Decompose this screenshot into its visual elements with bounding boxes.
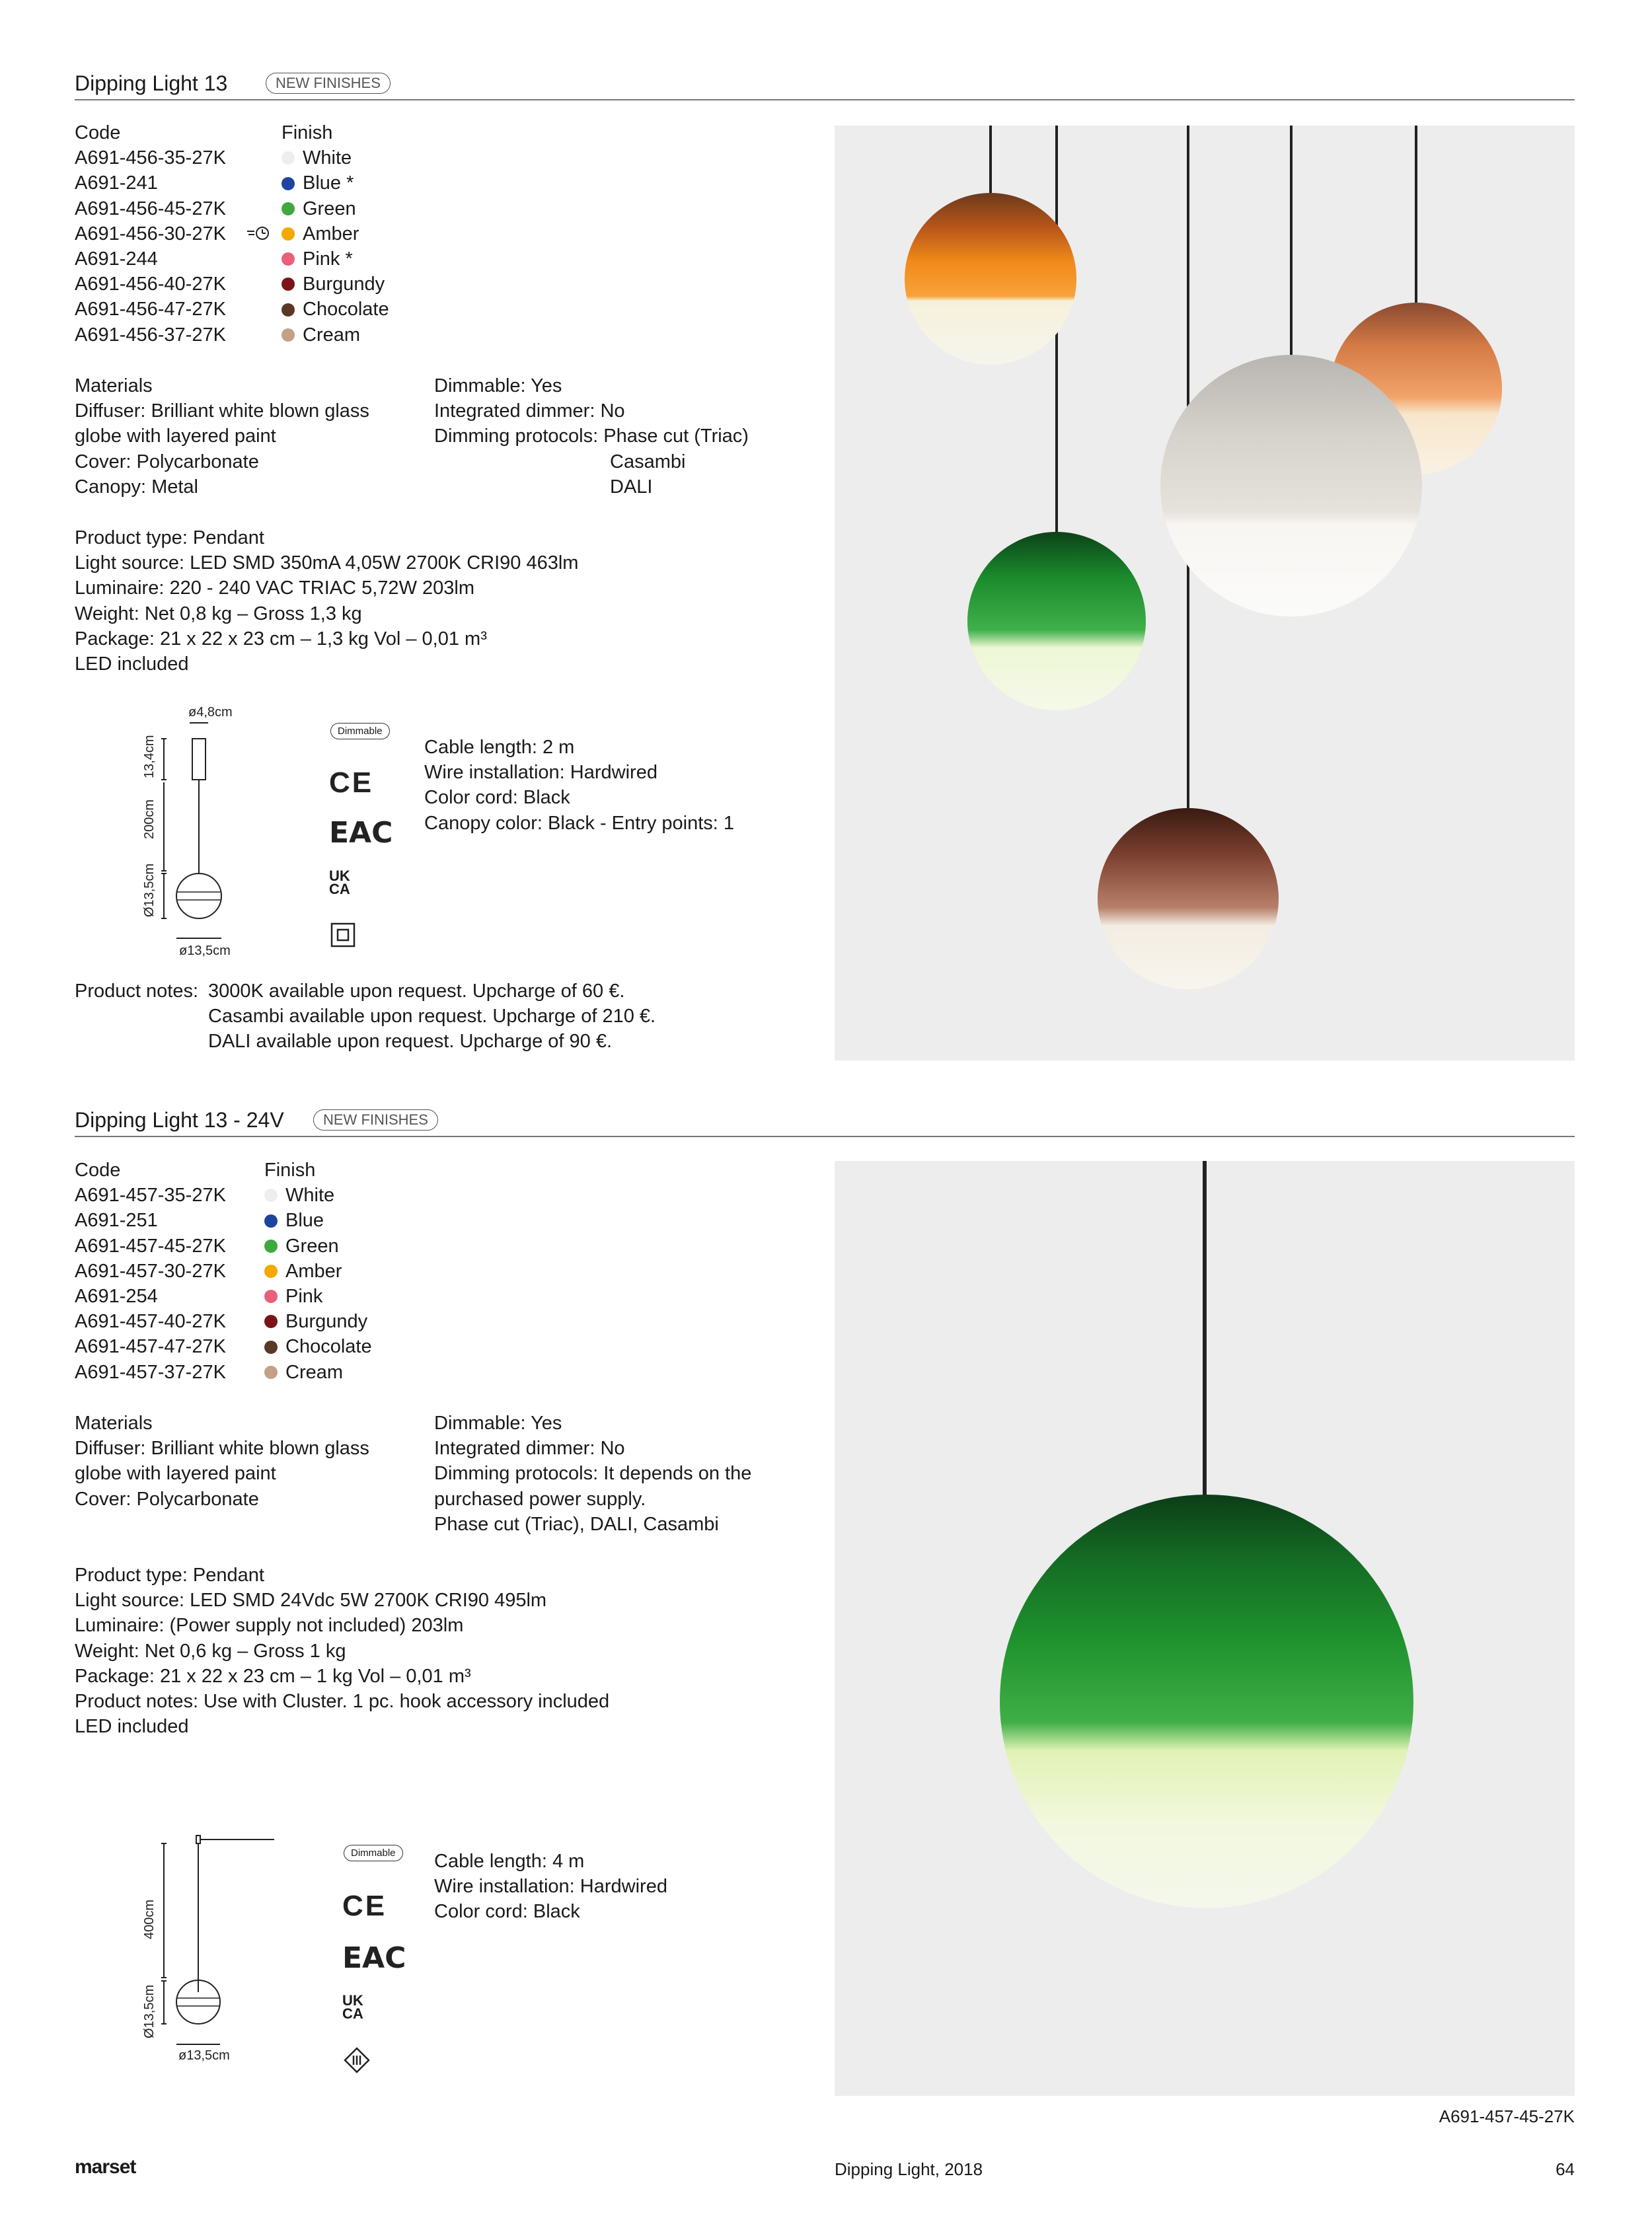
finish-item: Green [282,196,389,221]
ce-mark-icon: CE [329,766,374,799]
finish-item: Burgundy [264,1309,372,1334]
code-item: A691-456-47-27K [75,299,226,320]
finish-item: Blue [264,1208,372,1233]
finish-item: Pink [264,1284,372,1309]
eac-mark-icon: EAC [329,816,393,850]
section1-dimming: Dimmable: Yes Integrated dimmer: No Dimming protocols: Phase cut (Triac) [434,375,749,447]
section2-new-badge: NEW FINISHES [313,1109,438,1131]
section1-rule [75,99,1575,100]
clock-icon [246,225,271,244]
finish-item: Cream [264,1360,372,1385]
code-header: Code [75,1160,121,1181]
code-item: A691-457-35-27K [75,1185,226,1207]
section1-materials: Materials Diffuser: Brilliant white blown glass globe with layered paint Cover: Polycarbonate Canopy: Metal [75,375,369,498]
code-item: A691-456-45-27K [75,198,226,219]
section1-product-photo [835,126,1575,1060]
swatch-dot [282,252,295,266]
class-ii-icon [330,922,356,951]
section2-materials: Materials Diffuser: Brilliant white blown glass globe with layered paint Cover: Polycarbonate [75,1413,369,1510]
swatch-dot [264,1290,278,1303]
section1-title: Dipping Light 13 [75,71,228,95]
section2-specs: Product type: Pendant Light source: LED SMD 24Vdc 5W 2700K CRI90 495lm Luminaire: (Power supply not included) 203lm Weight: Net 0,6 kg – Gross 1 kg Package: 21 x 22 x 23 cm – 1 kg Vol – 0,01 m³ Product notes: Use with Cluster. 1 pc. hook accessory included LED included [75,1565,610,1738]
code-item: A691-457-45-27K [75,1235,226,1257]
code-header: Code [75,122,121,143]
swatch-dot [264,1189,278,1202]
footer-title: Dipping Light, 2018 [835,2159,983,2179]
dim-bottom-label: ø13,5cm [178,2048,230,2063]
finish-item: Amber [282,221,389,246]
dim-height-globe: Ø13,5cm [142,1984,157,2038]
code-item: A691-241 [75,172,158,194]
swatch-dot [282,328,295,342]
section1-notes-label: Product notes: [75,981,198,1002]
swatch-dot [282,177,295,190]
ukca-mark-icon: UK CA [342,1992,363,2022]
swatch-dot [264,1366,278,1379]
photo-caption: A691-457-45-27K [1439,2106,1575,2126]
code-item: A691-457-37-27K [75,1361,226,1383]
eac-mark-icon: EAC [342,1941,406,1975]
page-number: 64 [1556,2159,1575,2179]
swatch-dot [264,1265,278,1278]
swatch-dot [264,1315,278,1328]
finish-item: Burgundy [282,272,389,297]
brand-logo: marset [75,2156,136,2178]
finish-item: Chocolate [282,297,389,322]
dim-top-label: ø4,8cm [188,705,233,720]
ce-mark-icon: CE [342,1890,387,1922]
section2-cable-info: Cable length: 4 m Wire installation: Hardwired Color cord: Black [434,1851,667,1923]
section2-title: Dipping Light 13 - 24V [75,1108,284,1132]
swatch-dot [282,303,295,316]
code-item: A691-457-30-27K [75,1260,226,1282]
dim-height-globe: Ø13,5cm [142,863,157,917]
section1-finish-list [282,120,389,348]
section1-code-list [75,120,226,348]
code-item: A691-457-47-27K [75,1336,226,1358]
code-item: A691-457-40-27K [75,1311,226,1333]
swatch-dot [282,227,295,241]
swatch-dot [264,1214,278,1228]
finish-item: Green [264,1234,372,1259]
swatch-dot [282,151,295,165]
section1-protocols-extra: Casambi DALI [610,451,686,498]
dimmable-badge: Dimmable [344,1845,403,1861]
swatch-dot [264,1240,278,1253]
code-item: A691-456-37-27K [75,324,226,346]
section2-finish-list [264,1158,372,1385]
code-item: A691-254 [75,1286,158,1308]
finish-item: White [264,1183,372,1208]
code-item: A691-456-40-27K [75,274,226,295]
dim-height-cable: 200cm [142,799,157,839]
code-item: A691-251 [75,1210,158,1232]
section1-new-badge: NEW FINISHES [266,73,391,94]
dim-height-canopy: 13,4cm [142,735,157,778]
section1-cable-info: Cable length: 2 m Wire installation: Hardwired Color cord: Black Canopy color: Black - Entry points: 1 [424,737,735,834]
dim-height-cable: 400cm [142,1899,157,1939]
swatch-dot [264,1341,278,1354]
swatch-dot [282,202,295,215]
class-iii-icon [344,2047,370,2077]
section1-specs: Product type: Pendant Light source: LED SMD 350mA 4,05W 2700K CRI90 463lm Luminaire: 220 - 240 VAC TRIAC 5,72W 203lm Weight: Net 0,8 kg – Gross 1,3 kg Package: 21 x 22 x 23 cm – 1,3 kg Vol – 0,01 m³ LED included [75,527,579,675]
finish-item: Cream [282,322,389,348]
finish-item: Amber [264,1259,372,1284]
section1-notes: 3000K available upon request. Upcharge of 60 €. Casambi available upon request. Upcharge of 210 €. DALI available upon request. Upcharge of 90 €. [208,981,656,1053]
code-item: A691-244 [75,248,158,270]
ukca-mark-icon: UK CA [329,868,350,897]
section2-rule [75,1136,1575,1137]
dimmable-badge: Dimmable [330,723,390,739]
finish-item: Pink * [282,246,389,272]
dim-bottom-label: ø13,5cm [179,944,231,958]
finish-header: Finish [282,122,333,143]
code-item: A691-456-30-27K [75,223,226,244]
finish-header: Finish [264,1160,316,1181]
section1-technical-drawing [119,700,251,965]
finish-item: White [282,145,389,170]
section2-code-list [75,1158,226,1385]
section2-dimming: Dimmable: Yes Integrated dimmer: No Dimming protocols: It depends on the purchased power supply. Phase cut (Triac), DALI, Casambi [434,1413,752,1535]
section2-product-photo [835,1161,1575,2096]
swatch-dot [282,278,295,291]
finish-item: Chocolate [264,1334,372,1359]
finish-item: Blue * [282,170,389,196]
code-item: A691-456-35-27K [75,147,226,169]
